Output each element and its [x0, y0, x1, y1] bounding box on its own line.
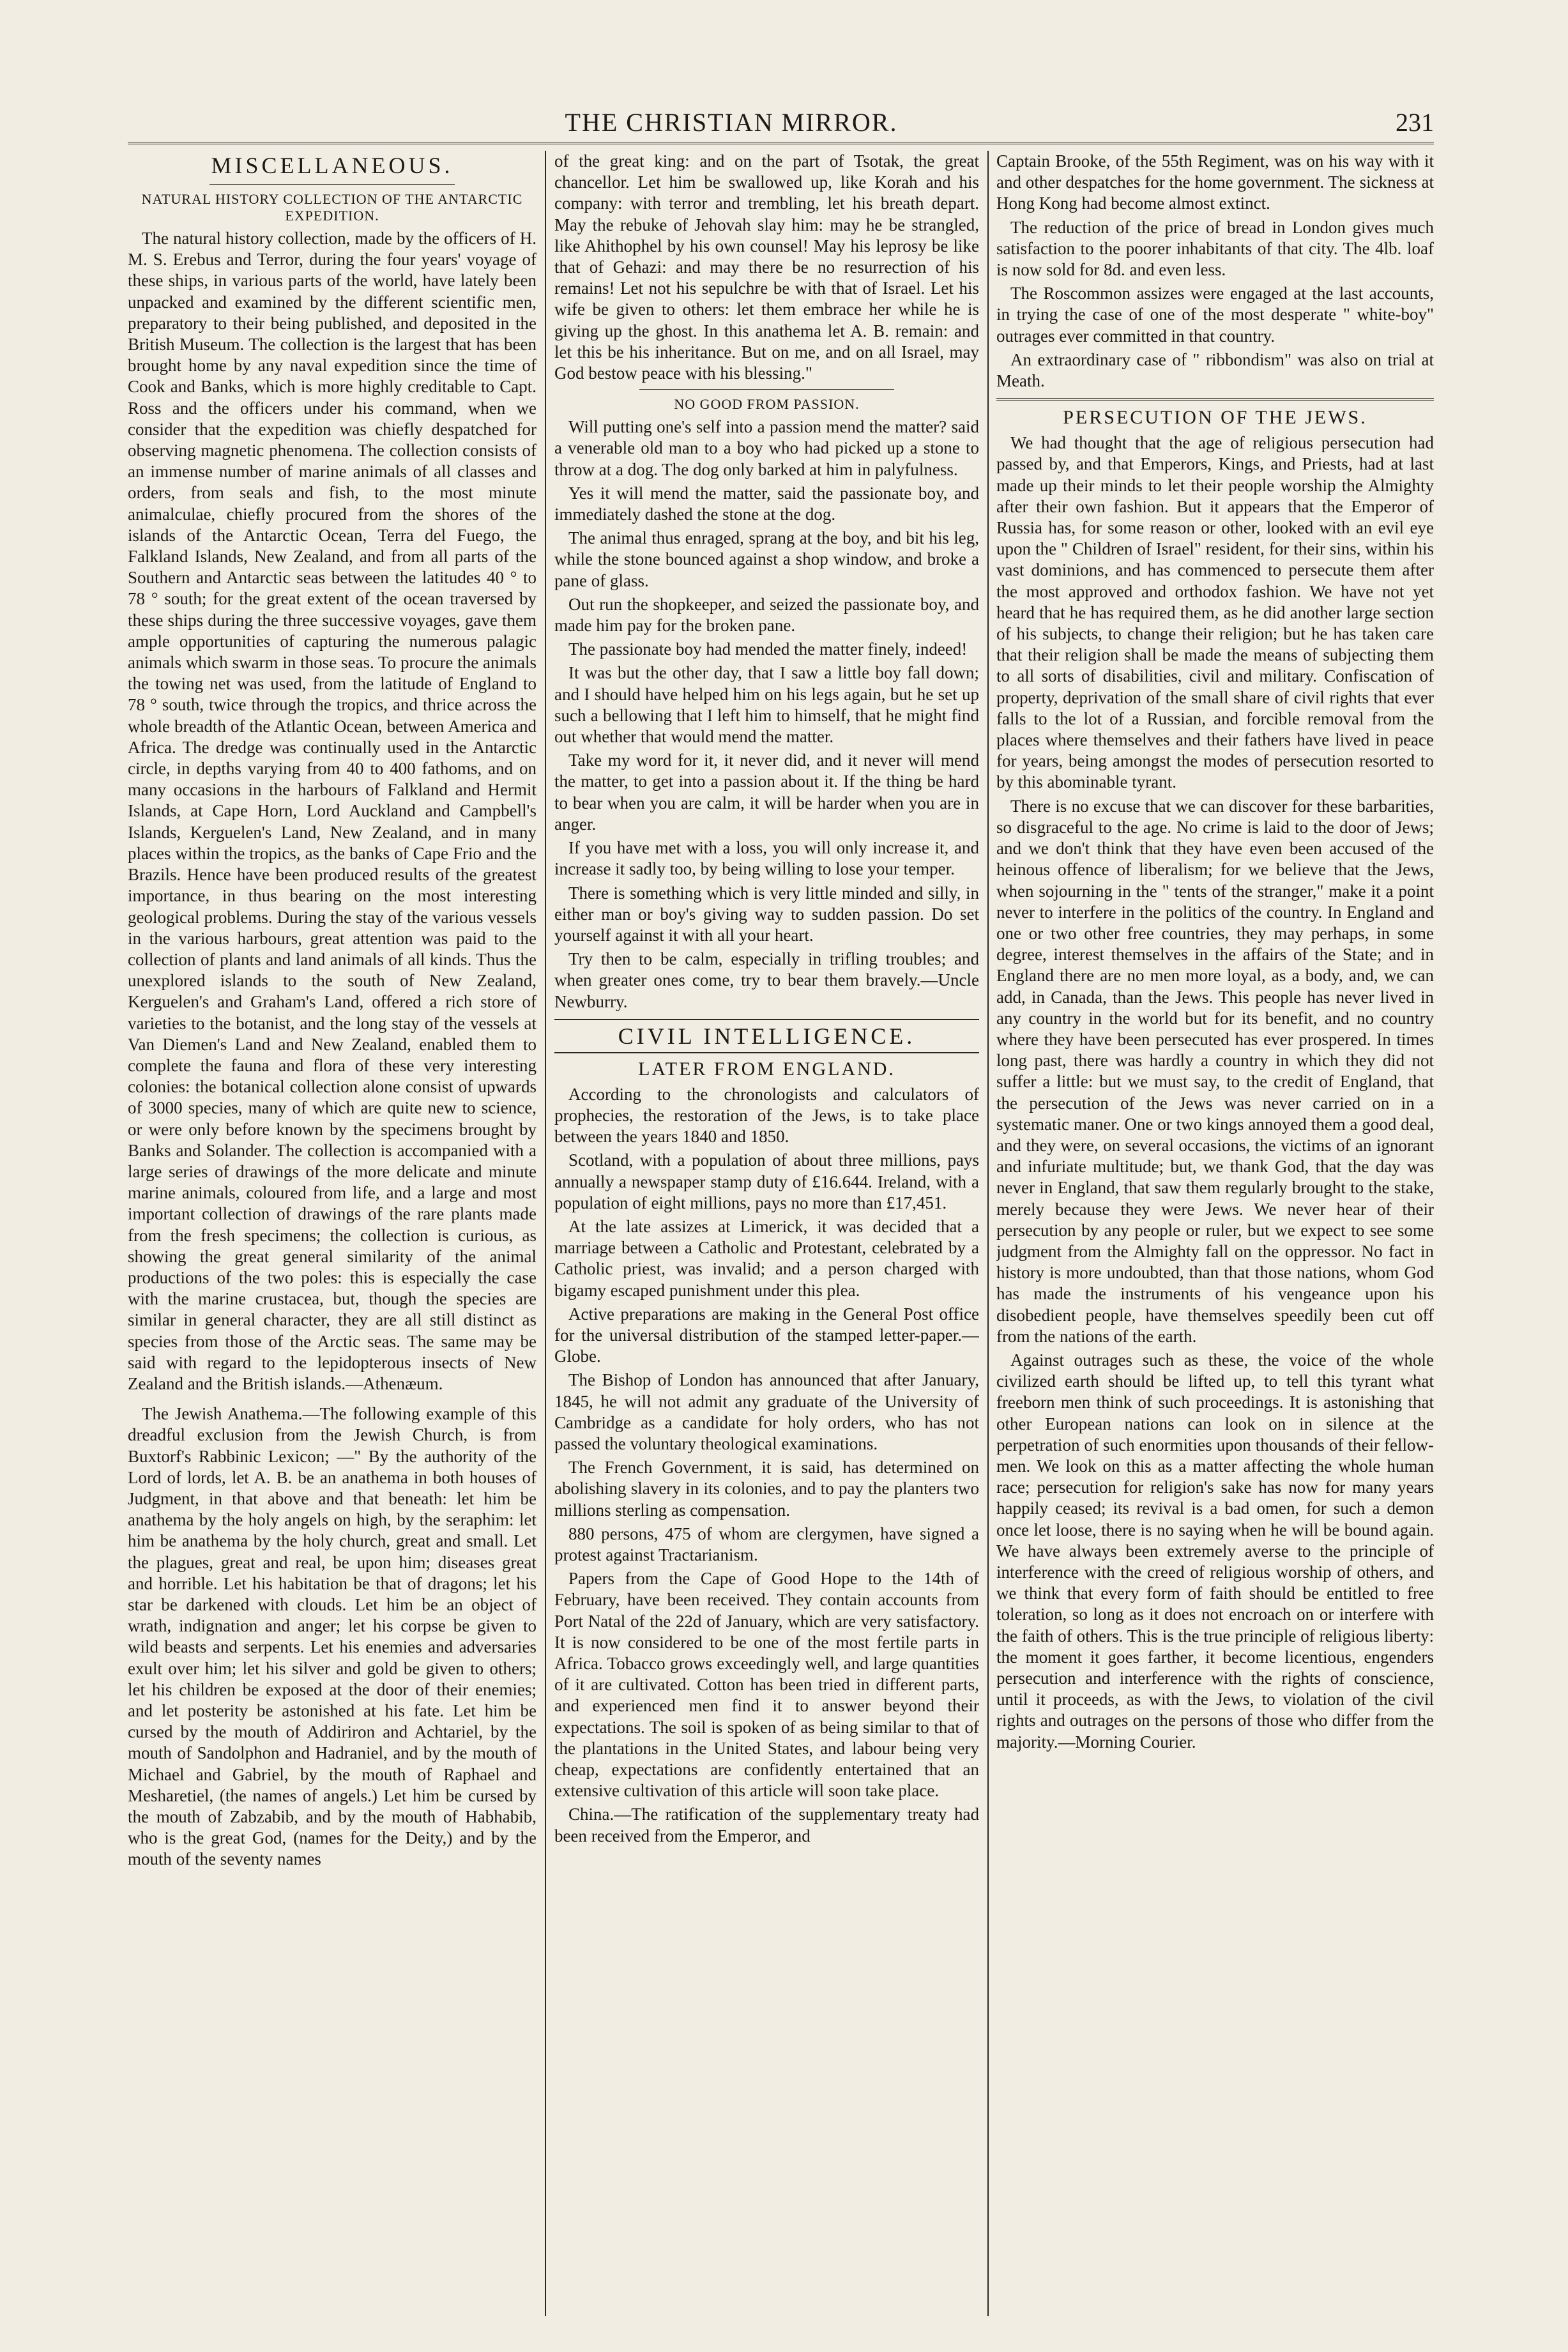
- paragraph: Take my word for it, it never did, and it never will mend the matter, to get into a passion about it. If the thing be hard to bear when you are calm, it will be harder when you are in anger.: [554, 751, 979, 834]
- paragraph: The natural history collection, made by the officers of H. M. S. Erebus and Terror, during the four years' voyage of these ships, in various parts of the world, have lately been unpacked and examined by the different scientific men, preparatory to their being published, and deposited in the British Museum. The collection is the largest that has been brought home by any naval expedition since the time of Cook and Banks, which is more highly creditable to Capt. Ross and the officers under his command, when we consider that the expedition was chiefly despatched for observing magnetic phenomena. The collection consists of an immense number of marine animals of all classes and orders, from seals and fish, to the most minute animalculae, chiefly procured from the shores of the islands of the Antarctic Ocean, Terra del Fuego, the Falkland Islands, New Zealand, and from all parts of the Southern and Antarctic seas between the latitudes 40 ° to 78 ° south; for the great extent of the ocean traversed by these ships during the three successive voyages, gave them ample opportunities of capturing the numerous palagic animals which swarm in those seas. To procure the animals the towing net was used, from the latitude of England to 78 ° south, twice through the tropics, and thrice across the whole breadth of the Atlantic Ocean, between America and Africa. The dredge was continually used in the Antarctic circle, in depths varying from 40 to 400 fathoms, and on many occasions in the harbours of Falkland and Hermit Islands, at Cape Horn, Lord Auckland and Campbell's Islands, Kerguelen's Land, New Zealand, and in many places within the tropics, as the banks of Cape Frio and the Brazils. Hence have been produced results of the greatest importance, in thus bearing on the most interesting geological problems. During the stay of the various vessels in the various harbours, great attention was paid to the collection of plants and land animals of all kinds. Thus the unexplored islands to the south of New Zealand, Kerguelen's and Graham's Land, offered a rich store of varieties to the botanist, and the long stay of the vessels at Van Diemen's Land and New Zealand, enabled them to complete the fauna and flora of these very interesting colonies: the botanical collection alone consist of upwards of 3000 species, many of which are quite new to science, or were only before known by the specimens brought by Banks and Solander. The collection is accompanied with a large series of drawings of the more delicate and minute marine animals, coloured from life, and a large and most important collection of drawings of the rare plants made from the fresh specimens; the collection is curious, as showing the great general similarity of the animal productions of the two poles: this is especially the case with the marine crustacea, but, though the species are similar in general character, they are all still distinct as species from those of the Arctic seas. The same may be said with regard to the lepidopterous insects of New Zealand and the British islands.—Athenæum.: [128, 229, 537, 1393]
- header-rule: [128, 142, 1434, 144]
- paragraph: Against outrages such as these, the voice of the whole civilized earth should be lifted up, to tell this tyrant what freeborn men think of such proceedings. It is astonishing that other European nations can look on in silence at the perpetration of such enormities upon thousands of their fellow-men. We look on this as a matter affecting the whole human race; persecution for religion's sake has now for many years happily ceased; its revival is a bad omen, for such a demon once let loose, there is no saying when he will be bound again. We have always been extremely averse to the principle of interference with the creed of religious worship of others, and we think that every form of faith should be entitled to free toleration, so long as it does not encroach on or interfere with the faith of others. This is the true principle of religious liberty: the moment it goes farther, it become licentious, engenders persecution and interference with the rights of conscience, until it proceeds, as with the Jews, to violation of the civil rights and outrages on the persons of those who differ from the majority.—Morning Courier.: [996, 1350, 1434, 1752]
- paragraph: Yes it will mend the matter, said the passionate boy, and immediately dashed the stone at the dog.: [554, 483, 979, 524]
- civil-intelligence-heading-box: [554, 1019, 979, 1053]
- section-title-civil-intelligence: CIVIL INTELLIGENCE.: [618, 1023, 916, 1049]
- section-rule: [209, 184, 455, 185]
- paragraph: The animal thus enraged, sprang at the boy, and bit his leg, while the stone bounced against a shop window, and broke a pane of glass.: [554, 528, 979, 590]
- article-rule: [639, 389, 894, 390]
- column-divider-1: [545, 151, 546, 2316]
- paragraph: The reduction of the price of bread in London gives much satisfaction to the poorer inhabitants of that city. The 4lb. loaf is now sold for 8d. and even less.: [996, 217, 1434, 280]
- paragraph: Active preparations are making in the General Post office for the universal distribution of the stamped letter-paper.—Globe.: [554, 1304, 979, 1366]
- paragraph: of the great king: and on the part of Tsotak, the great chancellor. Let him be swallowed up, like Korah and his company: with terror and trembling, let his breath depart. May the rebuke of Jehovah slay him: may he be strangled, like Ahithophel by his own counsel! May his leprosy be like that of Gehazi: and may there be no resurrection of his remains! Let not his sepulchre be with that of Israel. Let his wife be given to others: let them embrace her while he is giving up the ghost. In this anathema let A. B. remain: and let this be his inheritance. But on me, and on all Israel, may God bestow peace with his blessing.": [554, 151, 979, 383]
- paragraph: At the late assizes at Limerick, it was decided that a marriage between a Catholic and Protestant, celebrated by a Catholic priest, was invalid; and a person charged with bigamy escaped punishment under this plea.: [554, 1216, 979, 1300]
- article-title-later-from-england: LATER FROM ENGLAND.: [638, 1058, 895, 1080]
- paragraph: Out run the shopkeeper, and seized the passionate boy, and made him pay for the broken pane.: [554, 594, 979, 636]
- paragraph: Captain Brooke, of the 55th Regiment, was on his way with it and other despatches for the home government. The sickness at Hong Kong had become almost extinct.: [996, 151, 1434, 213]
- paragraph: There is something which is very little minded and silly, in either man or boy's giving way to sudden passion. Do set yourself against it with all your heart.: [554, 883, 979, 945]
- article-title-no-good-from-passion: NO GOOD FROM PASSION.: [674, 396, 860, 413]
- paragraph: China.—The ratification of the supplementary treaty had been received from the Emperor, and: [554, 1805, 979, 1845]
- paragraph: The passionate boy had mended the matter finely, indeed!: [568, 639, 968, 659]
- paragraph: There is no excuse that we can discover for these barbarities, so disgraceful to the age. No crime is laid to the door of Jews; and we don't think that they have even been accused of the heinous offence of liberalism; for we believe that the Jews, when sojourning in the " tents of the stranger," make it a point never to interfere in the politics of the country. In England and one or two other free countries, they may perhaps, in some degree, interest themselves in the affairs of the State; and in England there are no men more loyal, as a body, and, we can add, in Canada, than the Jews. This people has never lived in any country in the world but for its benefit, and no country where they have been persecuted has ever prospered. In times long past, there was hardly a country in which they did not suffer a little: but we must say, to the credit of England, that the persecution of the Jews was never carried on in a systematic maner. One or two kings annoyed them a good deal, and they were, on several occasions, the victims of an ignorant and infuriate multitude; but, we thank God, that the day was never in England, that saw them regularly brought to the stake, merely because they were Jews. We never hear of their persecution by any people or ruler, but we expect to see some judgment from the Almighty fall on the oppressor. No fact in history is more undoubted, than that those nations, whom God has made the instruments of his vengeance upon his disobedient people, have themselves speedily been cut off from the nations of the earth.: [996, 796, 1434, 1346]
- paragraph: If you have met with a loss, you will only increase it, and increase it sadly too, by being willing to lose your temper.: [554, 838, 979, 879]
- column-2: [554, 151, 979, 2316]
- article-rule: [996, 398, 1434, 401]
- page-header: [546, 107, 1434, 139]
- paragraph: Try then to be calm, especially in trifling troubles; and when greater ones come, try to bear them bravely.—Uncle Newburry.: [554, 949, 979, 1011]
- section-title-miscellaneous: MISCELLANEOUS.: [211, 153, 453, 178]
- paragraph: 880 persons, 475 of whom are clergymen, have signed a protest against Tractarianism.: [554, 1523, 979, 1564]
- page-number: 231: [1396, 108, 1434, 137]
- paragraph: We had thought that the age of religious persecution had passed by, and that Emperors, Kings, and Priests, had at last made up their minds to let their people worship the Almighty after their own fashion. But it appears that the Emperor of Russia has, for some reason or other, looked with an evil eye upon the " Children of Israel" resident, for their sins, within his vast dominions, and has commenced to persecute them after the most approved and orthodox fashion. We have not yet heard that he has required them, as he did another large section of his subjects, to change their religion; but he has taken care that their religion shall be made the means of subjecting them to all sorts of disabilities, civil and military. Confiscation of property, deprivation of the small share of civil rights that ever falls to the lot of a Russian, and forcible removal from the places where themselves and their fathers have lived in peace for years, being amongst the modes of persecution resorted to by this abominable tyrant.: [996, 433, 1434, 792]
- paragraph: The Jewish Anathema.—The following example of this dreadful exclusion from the Jewish Church, is from Buxtorf's Rabbinic Lexicon; —" By the authority of the Lord of lords, let A. B. be an anathema in both houses of Judgment, in that above and that beneath: let him be anathema by the holy angels on high, by the seraphim: let him be anathema by the holy church, great and small. Let the plagues, great and real, be upon him; diseases great and horrible. Let his habitation be that of dragons; let his star be darkened with clouds. Let him be an object of wrath, indignation and anger; let his corpse be given to wild beasts and serpents. Let his enemies and adversaries exult over him; let his silver and gold be given to others; let his children be exposed at the door of their enemies; and let posterity be astonished at his fate. Let him be cursed by the mouth of Addiriron and Achtariel, by the mouth of Sandolphon and Hadraniel, and by the mouth of Michael and Gabriel, by the mouth of Raphael and Mesharetiel, (the names of angels.) Let him be cursed by the mouth of Zabzabib, and by the mouth of Habhabib, who is the great God, (names for the Deity,) and by the mouth of the seventy names: [128, 1404, 537, 1869]
- paragraph: The Bishop of London has announced that after January, 1845, he will not admit any graduate of the University of Cambridge as a candidate for holy orders, who has not passed the voluntary theological examinations.: [554, 1370, 979, 1453]
- article-title-natural-history: NATURAL HISTORY COLLECTION OF THE ANTARCTIC EXPEDITION.: [141, 191, 523, 224]
- paragraph: Will putting one's self into a passion mend the matter? said a venerable old man to a boy who had picked up a stone to throw at a dog. The dog only barked at him in palyfulness.: [554, 417, 979, 479]
- article-title-persecution-of-the-jews: PERSECUTION OF THE JEWS.: [1063, 407, 1367, 429]
- column-1: [128, 151, 537, 2316]
- paragraph: It was but the other day, that I saw a little boy fall down; and I should have helped him on his legs again, but he set up such a bellowing that I left him to himself, that he might find out whether that would mend the matter.: [554, 663, 979, 747]
- paragraph: The French Government, it is said, has determined on abolishing slavery in its colonies, and to pay the planters two millions sterling as compensation.: [554, 1458, 979, 1520]
- paragraph: Papers from the Cape of Good Hope to the 14th of February, have been received. They contain accounts from Port Natal of the 22d of January, which are very satisfactory. It is now considered to be one of the most fertile parts in Africa. Tobacco grows exceedingly well, and large quantities of it are cultivated. Cotton has been tried in different parts, and experienced men find it to answer beyond their expectations. The soil is spoken of as being similar to that of the plantations in the United States, and labour being very cheap, expectations are confidently entertained that an extensive cultivation of this article will soon take place.: [554, 1569, 979, 1801]
- paragraph: The Roscommon assizes were engaged at the last accounts, in trying the case of one of the most desperate " white-boy" outrages ever committed in that country.: [996, 284, 1434, 346]
- column-3: [996, 151, 1434, 2316]
- paragraph: According to the chronologists and calculators of prophecies, the restoration of the Jews, is to take place between the years 1840 and 1850.: [554, 1084, 979, 1147]
- running-head: THE CHRISTIAN MIRROR.: [565, 108, 898, 137]
- paragraph: An extraordinary case of " ribbondism" was also on trial at Meath.: [996, 349, 1434, 391]
- column-divider-2: [987, 151, 989, 2316]
- paragraph: Scotland, with a population of about three millions, pays annually a newspaper stamp duty of £16.644. Ireland, with a population of eight millions, pays no more than £17,451.: [554, 1150, 979, 1212]
